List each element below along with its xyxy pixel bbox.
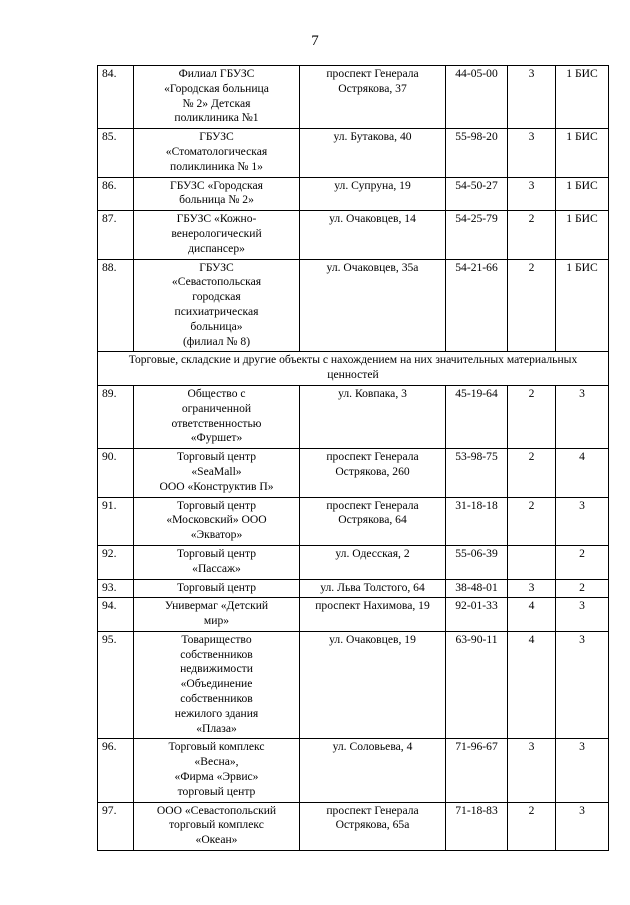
section-heading-row <box>98 352 609 386</box>
cell-address: ул. Очаковцев, 19 <box>300 631 446 739</box>
cell-phone: 31-18-18 <box>446 497 508 545</box>
table-row <box>98 631 609 739</box>
cell-address: ул. Бутакова, 40 <box>300 129 446 177</box>
cell-object-name: ООО «Севастопольский торговый комплекс «Океан» <box>134 802 300 850</box>
cell-object-name: Торговый центр «SeaMall» ООО «Конструктив П» <box>134 449 300 497</box>
cell-value-6: 3 <box>556 385 609 448</box>
cell-address: проспект Генерала Острякова, 260 <box>300 449 446 497</box>
cell-value-5: 3 <box>508 579 556 598</box>
table-section-heading-group <box>98 352 609 386</box>
cell-object-name: ГБУЗС «Стоматологическая поликлиника № 1» <box>134 129 300 177</box>
cell-number: 93. <box>98 579 134 598</box>
cell-number: 89. <box>98 385 134 448</box>
cell-number: 86. <box>98 177 134 211</box>
cell-value-5: 2 <box>508 385 556 448</box>
cell-address: проспект Генерала Острякова, 65а <box>300 802 446 850</box>
cell-phone: 71-96-67 <box>446 739 508 802</box>
cell-value-5 <box>508 545 556 579</box>
cell-phone: 45-19-64 <box>446 385 508 448</box>
cell-address: ул. Соловьева, 4 <box>300 739 446 802</box>
cell-value-5: 3 <box>508 739 556 802</box>
cell-value-5: 3 <box>508 177 556 211</box>
cell-phone: 54-25-79 <box>446 211 508 259</box>
cell-value-5: 3 <box>508 66 556 129</box>
cell-number: 85. <box>98 129 134 177</box>
cell-phone: 38-48-01 <box>446 579 508 598</box>
cell-value-5: 2 <box>508 259 556 352</box>
cell-object-name: Общество с ограниченной ответственностью «Фуршет» <box>134 385 300 448</box>
cell-number: 96. <box>98 739 134 802</box>
cell-number: 95. <box>98 631 134 739</box>
cell-number: 84. <box>98 66 134 129</box>
cell-address: ул. Льва Толстого, 64 <box>300 579 446 598</box>
cell-number: 97. <box>98 802 134 850</box>
table-row <box>98 802 609 850</box>
cell-value-5: 2 <box>508 802 556 850</box>
cell-object-name: Филиал ГБУЗС «Городская больница № 2» Детская поликлиника №1 <box>134 66 300 129</box>
table-row <box>98 579 609 598</box>
table-row <box>98 449 609 497</box>
section-heading: Торговые, складские и другие объекты с нахождением на них значительных материальных ценностей <box>98 352 609 386</box>
table-row <box>98 177 609 211</box>
cell-object-name: ГБУЗС «Городская больница № 2» <box>134 177 300 211</box>
cell-number: 88. <box>98 259 134 352</box>
cell-value-6: 1 БИС <box>556 211 609 259</box>
table-section-trade <box>98 385 609 850</box>
cell-address: ул. Одесская, 2 <box>300 545 446 579</box>
cell-value-6: 2 <box>556 545 609 579</box>
cell-phone: 55-06-39 <box>446 545 508 579</box>
table-row <box>98 545 609 579</box>
cell-value-6: 3 <box>556 497 609 545</box>
cell-object-name: Торговый центр <box>134 579 300 598</box>
table-row <box>98 211 609 259</box>
table-row <box>98 598 609 632</box>
cell-value-6: 3 <box>556 802 609 850</box>
cell-number: 90. <box>98 449 134 497</box>
cell-phone: 92-01-33 <box>446 598 508 632</box>
cell-address: проспект Генерала Острякова, 37 <box>300 66 446 129</box>
cell-value-5: 3 <box>508 129 556 177</box>
cell-value-6: 1 БИС <box>556 66 609 129</box>
cell-phone: 55-98-20 <box>446 129 508 177</box>
cell-object-name: Универмаг «Детский мир» <box>134 598 300 632</box>
cell-value-6: 1 БИС <box>556 177 609 211</box>
objects-table <box>97 65 609 851</box>
cell-phone: 71-18-83 <box>446 802 508 850</box>
table-row <box>98 259 609 352</box>
cell-phone: 53-98-75 <box>446 449 508 497</box>
cell-value-5: 2 <box>508 449 556 497</box>
cell-value-5: 4 <box>508 631 556 739</box>
cell-object-name: ГБУЗС «Кожно- венерологический диспансер» <box>134 211 300 259</box>
cell-phone: 54-21-66 <box>446 259 508 352</box>
cell-value-5: 2 <box>508 497 556 545</box>
table-row <box>98 739 609 802</box>
cell-value-6: 3 <box>556 631 609 739</box>
cell-value-6: 3 <box>556 739 609 802</box>
table-row <box>98 129 609 177</box>
cell-value-6: 1 БИС <box>556 129 609 177</box>
cell-object-name: ГБУЗС «Севастопольская городская психиатрическая больница» (филиал № 8) <box>134 259 300 352</box>
cell-address: ул. Очаковцев, 35а <box>300 259 446 352</box>
cell-value-6: 2 <box>556 579 609 598</box>
table-row <box>98 385 609 448</box>
cell-number: 91. <box>98 497 134 545</box>
cell-value-5: 4 <box>508 598 556 632</box>
cell-object-name: Торговый комплекс «Весна», «Фирма «Эрвис» торговый центр <box>134 739 300 802</box>
cell-address: проспект Нахимова, 19 <box>300 598 446 632</box>
cell-value-5: 2 <box>508 211 556 259</box>
cell-value-6: 4 <box>556 449 609 497</box>
cell-address: ул. Ковпака, 3 <box>300 385 446 448</box>
cell-object-name: Торговый центр «Пассаж» <box>134 545 300 579</box>
cell-address: ул. Очаковцев, 14 <box>300 211 446 259</box>
cell-number: 87. <box>98 211 134 259</box>
cell-number: 94. <box>98 598 134 632</box>
cell-value-6: 3 <box>556 598 609 632</box>
cell-number: 92. <box>98 545 134 579</box>
table-row <box>98 497 609 545</box>
cell-address: проспект Генерала Острякова, 64 <box>300 497 446 545</box>
cell-object-name: Товарищество собственников недвижимости «Объединение собственников нежилого здания «Плаза» <box>134 631 300 739</box>
cell-phone: 44-05-00 <box>446 66 508 129</box>
page-number: 7 <box>311 33 319 49</box>
table-row <box>98 66 609 129</box>
cell-address: ул. Супруна, 19 <box>300 177 446 211</box>
cell-phone: 54-50-27 <box>446 177 508 211</box>
cell-object-name: Торговый центр «Московский» ООО «Экватор» <box>134 497 300 545</box>
table-section-medical <box>98 66 609 352</box>
cell-value-6: 1 БИС <box>556 259 609 352</box>
cell-phone: 63-90-11 <box>446 631 508 739</box>
